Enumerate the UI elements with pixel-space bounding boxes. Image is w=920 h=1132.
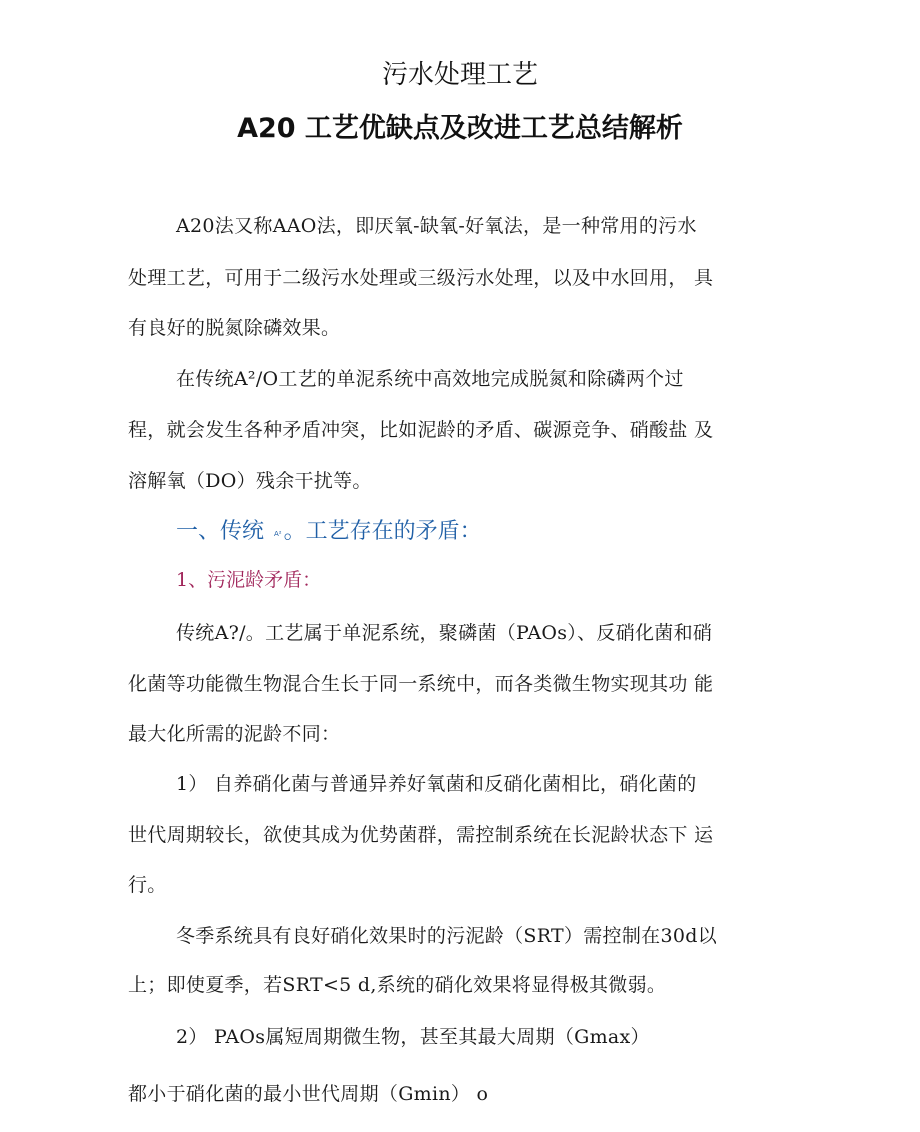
document-title: 污水处理工艺 — [381, 60, 538, 90]
paragraph-line: 化菌等功能微生物混合生长于同一系统中，而各类微生物实现其功 能 — [128, 673, 714, 695]
paragraph-line: 溶解氧（DO）残余干扰等。 — [128, 470, 372, 492]
paragraph-line: 行。 — [128, 874, 167, 896]
paragraph-line: A20法又称AAO法，即厌氧-缺氧-好氧法，是一种常用的污水 — [176, 215, 697, 237]
paragraph-line: 传统A?/。工艺属于单泥系统，聚磷菌（PAOs）、反硝化菌和硝 — [176, 622, 713, 644]
paragraph-line: 1） 自养硝化菌与普通异养好氧菌和反硝化菌相比，硝化菌的 — [176, 773, 697, 795]
section-heading-suffix: 。工艺存在的矛盾： — [283, 519, 482, 544]
subsection-heading: 1、污泥龄矛盾： — [176, 569, 322, 591]
document-subtitle: A20 工艺优缺点及改进工艺总结解析 — [237, 113, 683, 144]
paragraph-line: 冬季系统具有良好硝化效果时的污泥龄（SRT）需控制在30d以 — [176, 925, 718, 947]
paragraph-line: 上；即使夏季，若SRT<5 d,系统的硝化效果将显得极其微弱。 — [128, 974, 667, 996]
paragraph-line: 世代周期较长，欲使其成为优势菌群，需控制系统在长泥龄状态下 运 — [128, 824, 714, 846]
paragraph-line: 在传统A²/O工艺的单泥系统中高效地完成脱氮和除磷两个过 — [176, 368, 684, 390]
paragraph-line: 有良好的脱氮除磷效果。 — [128, 317, 341, 339]
paragraph-line: 处理工艺，可用于二级污水处理或三级污水处理，以及中水回用， 具 — [128, 267, 714, 289]
paragraph-line: 最大化所需的泥龄不同： — [128, 723, 341, 745]
section-heading-superscript: A² — [274, 530, 282, 538]
section-heading-prefix: 一、传统 — [176, 519, 265, 544]
paragraph-line: 都小于硝化菌的最小世代周期（Gmin） o — [128, 1083, 489, 1105]
paragraph-line: 2） PAOs属短周期微生物，甚至其最大周期（Gmax） — [176, 1026, 650, 1048]
paragraph-line: 程，就会发生各种矛盾冲突，比如泥龄的矛盾、碳源竞争、硝酸盐 及 — [128, 419, 714, 441]
section-heading — [176, 517, 482, 549]
